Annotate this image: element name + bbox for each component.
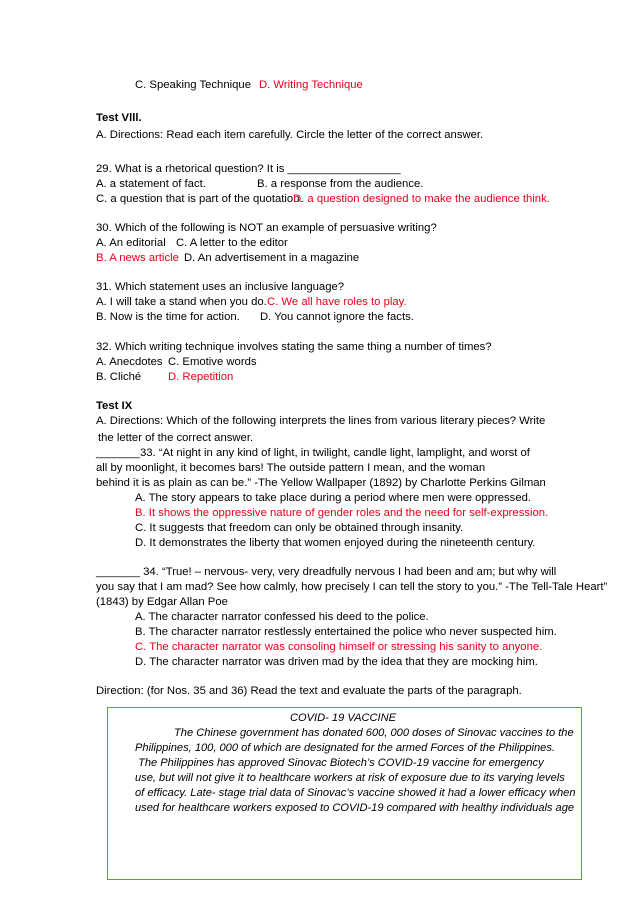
passage-line-4: use, but will not give it to healthcare workers at risk of exposure due to its varying levels [135,772,565,784]
q31-option-b: B. Now is the time for action. [96,311,240,323]
test-8-title: Test Vlll. [96,112,142,124]
option-d-writing-answer: D. Writing Technique [259,79,363,91]
q32-option-a: A. Anecdotes [96,356,163,368]
q30-option-a: A. An editorial [96,237,166,249]
q33-passage-line-2: all by moonlight, it becomes bars! The outside pattern I mean, and the woman [96,462,486,474]
test-9-directions-line-1: A. Directions: Which of the following interprets the lines from various literary pieces? Write [96,415,546,427]
q33-option-a: A. The story appears to take place during a period where men were oppressed. [135,492,532,504]
q34-passage-line-3: (1843) by Edgar Allan Poe [96,596,228,608]
passage-line-1: The Chinese government has donated 600, 000 doses of Sinovac vaccines to the [174,727,574,739]
q34-option-a: A. The character narrator confessed his deed to the police. [135,611,429,623]
q34-passage-line-1: _______ 34. “True! – nervous- very, very dreadfully nervous I had been and am; but why will [96,566,557,578]
q29-option-c: C. a question that is part of the quotation. [96,193,303,205]
q31-option-a: A. I will take a stand when you do. [96,296,267,308]
q31-stem: 31. Which statement uses an inclusive language? [96,281,345,293]
q29-option-b: B. a response from the audience. [257,178,424,190]
passage-title: COVID- 19 VACCINE [290,712,397,724]
q29-option-a: A. a statement of fact. [96,178,206,190]
q33-passage-line-1: _______33. “At night in any kind of light, in twilight, candle light, lamplight, and worst of [96,447,530,459]
q30-option-c: C. A letter to the editor [176,237,288,249]
q34-passage-line-2: you say that I am mad? See how calmly, how precisely I can tell the story to you.” -The Tell-Tale Heart” [96,581,608,593]
passage-line-2: Philippines, 100, 000 of which are designated for the armed Forces of the Philippines. [135,742,555,754]
direction-35-36: Direction: (for Nos. 35 and 36) Read the text and evaluate the parts of the paragraph. [96,685,522,697]
passage-line-6: used for healthcare workers exposed to COVID-19 compared with healthy individuals age [135,802,575,814]
test-9-title: Test IX [96,400,133,412]
option-c-speaking: C. Speaking Technique [135,79,251,91]
q32-option-d-answer: D. Repetition [168,371,234,383]
q33-option-d: D. It demonstrates the liberty that women enjoyed during the nineteenth century. [135,537,536,549]
passage-line-3: The Philippines has approved Sinovac Biotech’s COVID-19 vaccine for emergency [135,757,544,769]
q32-option-c: C. Emotive words [168,356,257,368]
q31-option-c-answer: C. We all have roles to play. [267,296,407,308]
q34-option-c-answer: C. The character narrator was consoling himself or stressing his sanity to anyone. [135,641,543,653]
q33-option-b-answer: B. It shows the oppressive nature of gender roles and the need for self-expression. [135,507,549,519]
q30-option-d: D. An advertisement in a magazine [184,252,360,264]
passage-line-5: of efficacy. Late- stage trial data of Sinovac’s vaccine showed it had a lower efficacy when [135,787,576,799]
q30-option-b-answer: B. A news article [96,252,179,264]
q34-option-b: B. The character narrator restlessly entertained the police who never suspected him. [135,626,557,638]
q32-option-b: B. Cliché [96,371,142,383]
q32-stem: 32. Which writing technique involves stating the same thing a number of times? [96,341,492,353]
q29-stem: 29. What is a rhetorical question? It is __________________ [96,163,401,175]
q34-option-d: D. The character narrator was driven mad by the idea that they are mocking him. [135,656,538,668]
q31-option-d: D. You cannot ignore the facts. [260,311,414,323]
q33-passage-line-3: behind it is as plain as can be.” -The Yellow Wallpaper (1892) by Charlotte Perkins Gilman [96,477,546,489]
test-8-directions: A. Directions: Read each item carefully. Circle the letter of the correct answer. [96,129,484,141]
q30-stem: 30. Which of the following is NOT an example of persuasive writing? [96,222,437,234]
q33-option-c: C. It suggests that freedom can only be obtained through insanity. [135,522,464,534]
test-9-directions-line-2: the letter of the correct answer. [98,432,254,444]
q29-option-d-answer: D. a question designed to make the audience think. [293,193,550,205]
